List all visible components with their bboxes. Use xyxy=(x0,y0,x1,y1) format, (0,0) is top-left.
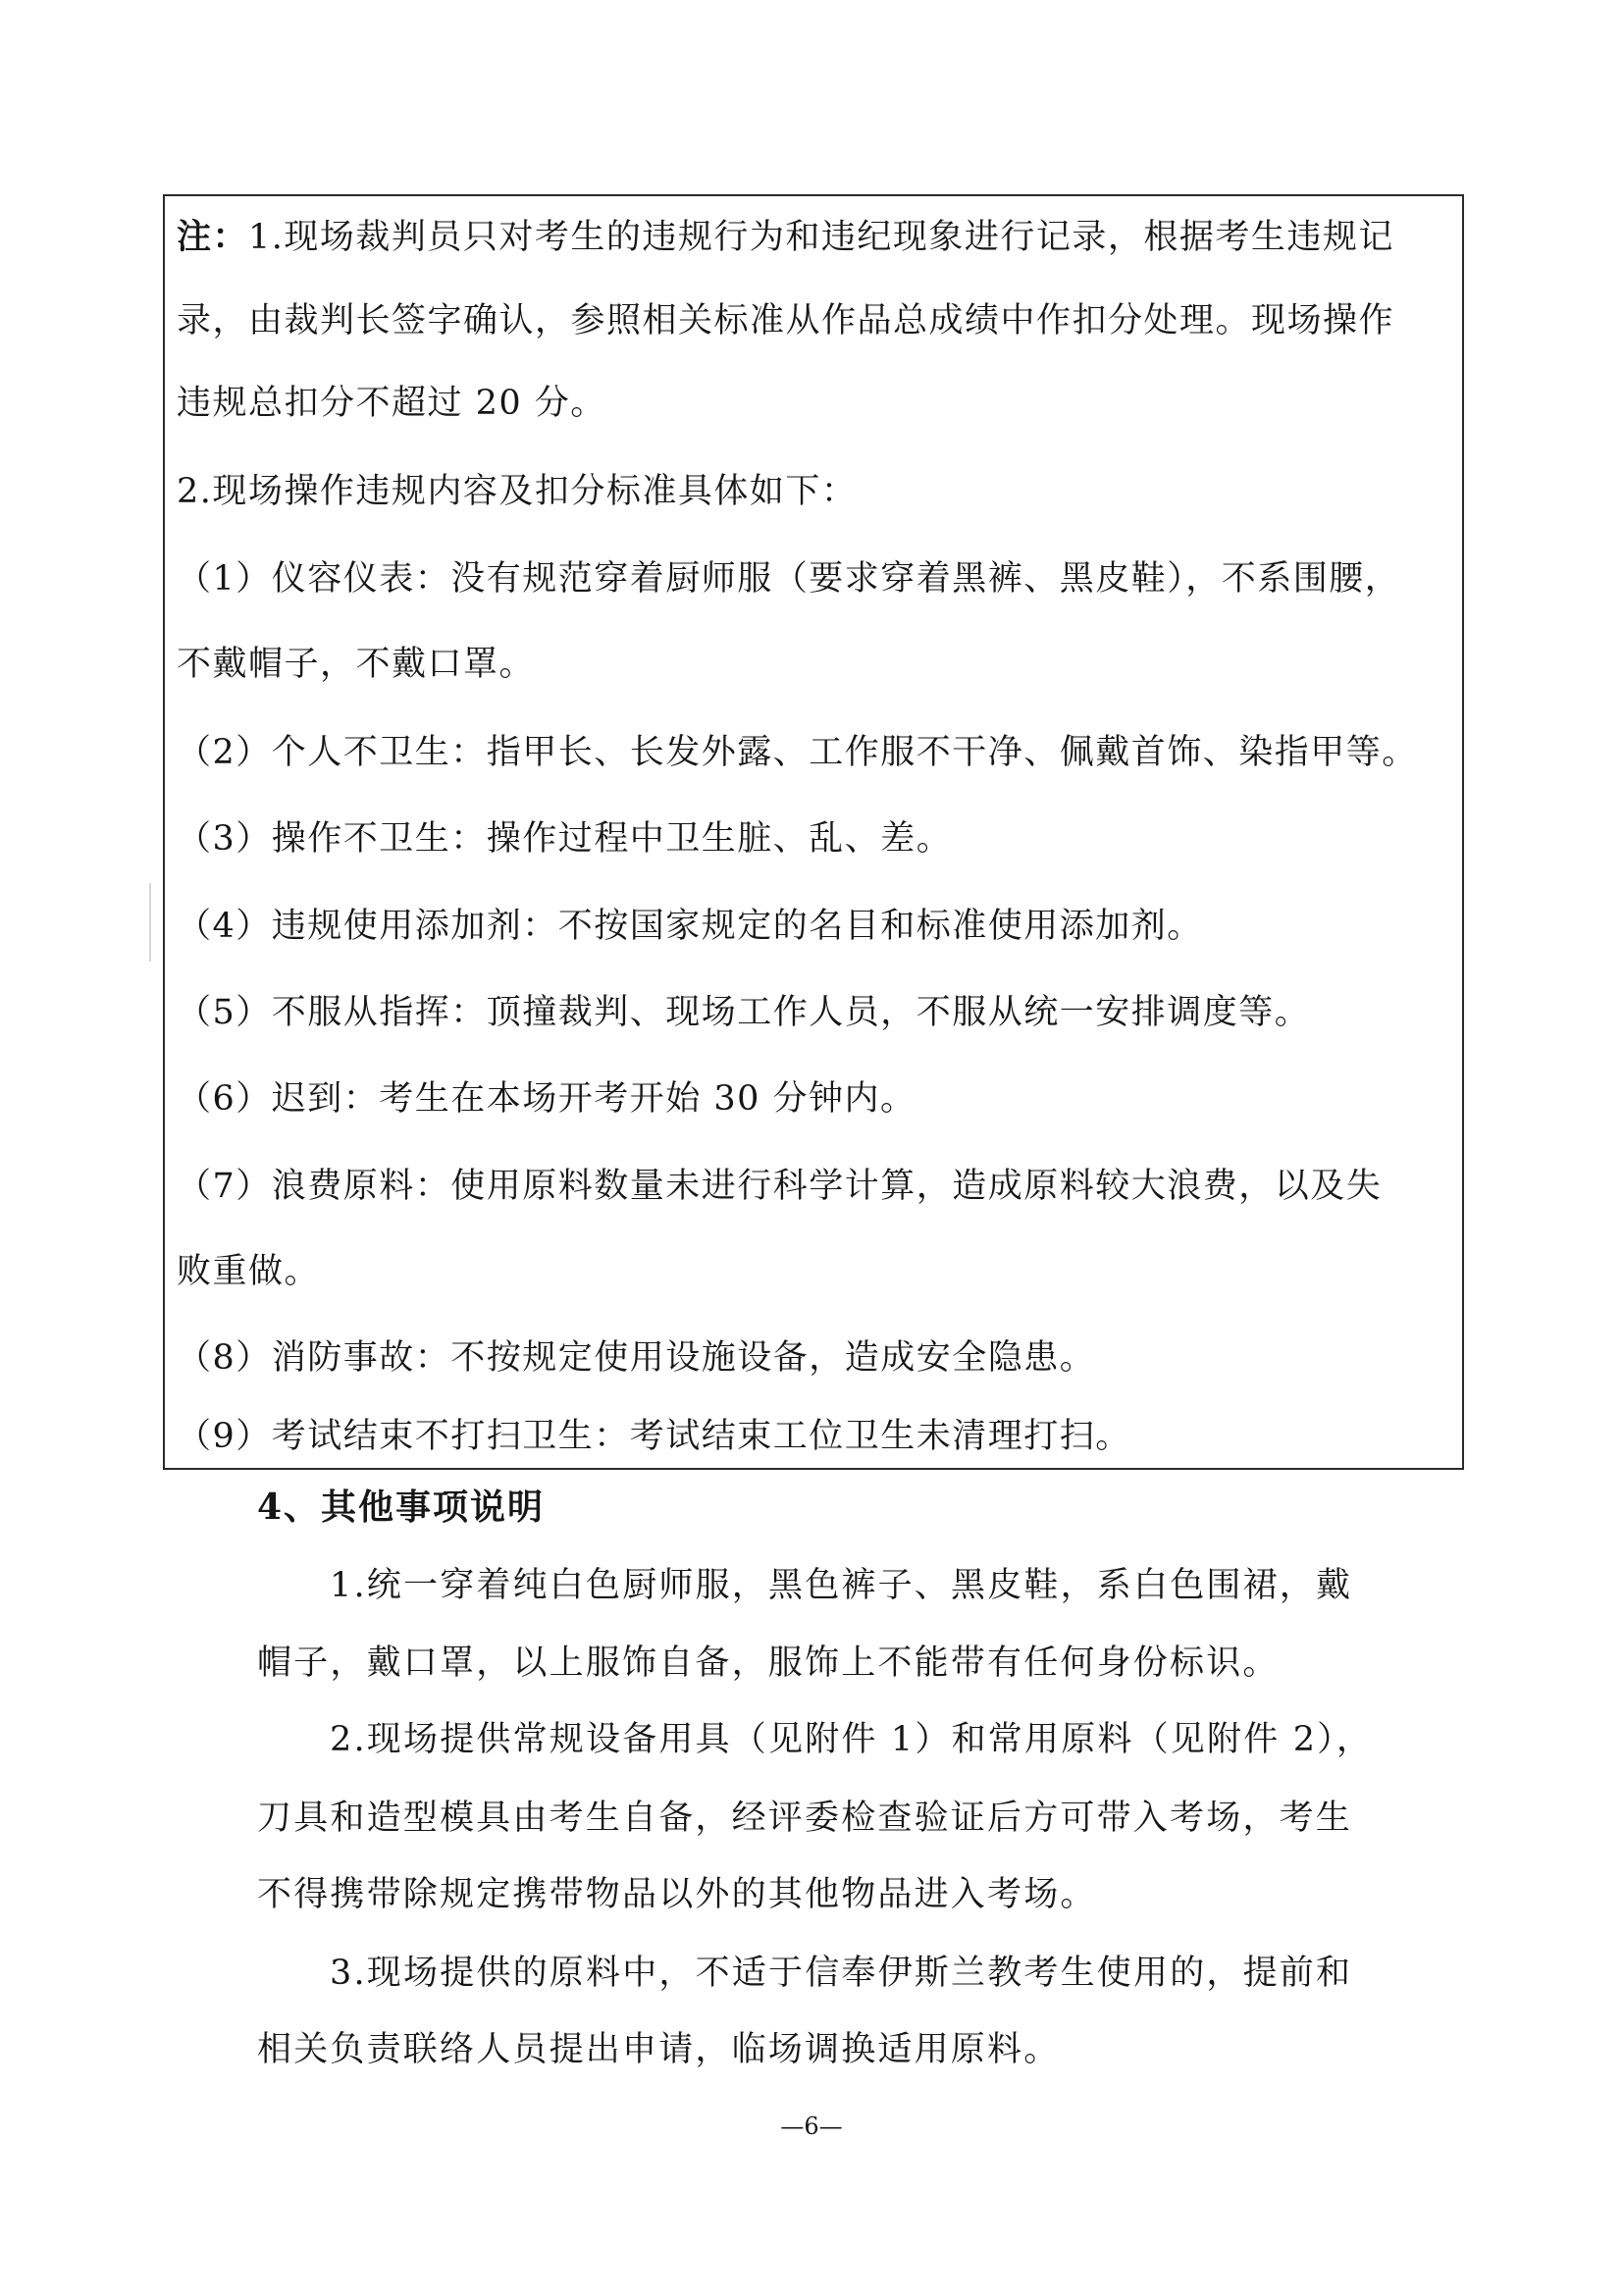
scan-edge-mark xyxy=(149,883,151,962)
notes-line-12: （7）浪费原料：使用原料数量未进行科学计算，造成原料较大浪费，以及失 xyxy=(177,1167,1383,1206)
notes-label: 注： xyxy=(177,217,249,257)
notes-line-11: （6）迟到：考生在本场开考开始 30 分钟内。 xyxy=(177,1079,916,1119)
notes-line-10: （5）不服从指挥：顶撞裁判、现场工作人员，不服从统一安排调度等。 xyxy=(177,993,1311,1032)
section-4-line-5: 不得携带除规定携带物品以外的其他物品进入考场。 xyxy=(257,1875,1097,1914)
notes-line-8: （3）操作不卫生：操作过程中卫生脏、乱、差。 xyxy=(177,819,953,859)
notes-line-15: （9）考试结束不打扫卫生：考试结束工位卫生未清理打扫。 xyxy=(177,1417,1131,1456)
notes-line-13: 败重做。 xyxy=(177,1252,321,1291)
notes-line-9: （4）违规使用添加剂：不按国家规定的名目和标准使用添加剂。 xyxy=(177,907,1203,946)
notes-line-1: 注：1.现场裁判员只对考生的违规行为和违纪现象进行记录，根据考生违规记 xyxy=(177,217,1394,257)
notes-line-2: 录，由裁判长签字确认，参照相关标准从作品总成绩中作扣分处理。现场操作 xyxy=(177,301,1395,340)
notes-line-14: （8）消防事故：不按规定使用设施设备，造成安全隐患。 xyxy=(177,1338,1096,1378)
notes-line-4: 2.现场操作违规内容及扣分标准具体如下： xyxy=(177,472,858,511)
section-4-line-6: 3.现场提供的原料中，不适于信奉伊斯兰教考生使用的，提前和 xyxy=(330,1954,1353,1993)
notes-line-7: （2）个人不卫生：指甲长、长发外露、工作服不干净、佩戴首饰、染指甲等。 xyxy=(177,733,1418,772)
section-4-line-3: 2.现场提供常规设备用具（见附件 1）和常用原料（见附件 2）， xyxy=(330,1720,1374,1759)
section-4-line-1: 1.统一穿着纯白色厨师服，黑色裤子、黑皮鞋，系白色围裙，戴 xyxy=(330,1566,1353,1605)
section-4-heading: 4、其他事项说明 xyxy=(257,1487,546,1528)
notes-line-3: 违规总扣分不超过 20 分。 xyxy=(177,384,606,423)
page-number: —6— xyxy=(780,2113,843,2140)
section-4-line-2: 帽子，戴口罩，以上服饰自备，服饰上不能带有任何身份标识。 xyxy=(257,1644,1280,1683)
section-4-line-7: 相关负责联络人员提出申请，临场调换适用原料。 xyxy=(257,2030,1061,2069)
notes-line-6: 不戴帽子，不戴口罩。 xyxy=(177,645,536,684)
notes-box xyxy=(163,194,1464,1470)
section-4-line-4: 刀具和造型模具由考生自备，经评委检查验证后方可带入考场，考生 xyxy=(257,1799,1353,1838)
notes-line-5: （1）仪容仪表：没有规范穿着厨师服（要求穿着黑裤、黑皮鞋），不系围腰， xyxy=(177,559,1401,599)
